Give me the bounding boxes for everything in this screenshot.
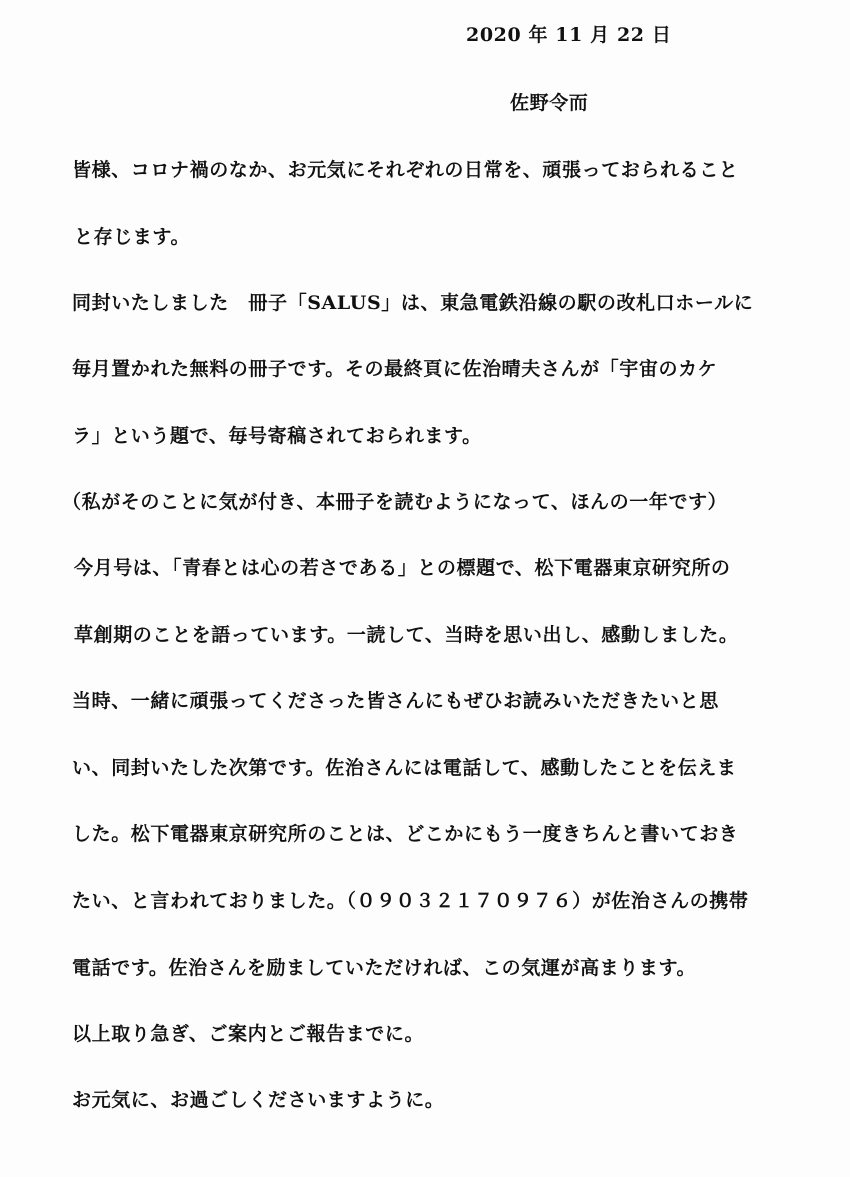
- letter-line: （私がそのことに気が付き、本冊子を読むようになって、ほんの一年です）: [62, 491, 728, 513]
- letter-line: 毎月置かれた無料の冊子です。その最終頁に佐治晴夫さんが「宇宙のカケ: [72, 358, 718, 380]
- letter-line: 草創期のことを語っています。一読して、当時を思い出し、感動しました。: [74, 624, 739, 646]
- letter-line: い、同封いたした次第です。佐治さんには電話して、感動したことを伝えま: [72, 757, 737, 779]
- letter-line: 以上取り急ぎ、ご案内とご報告までに。: [72, 1023, 425, 1045]
- letter-line: 同封いたしました 冊子「SALUS」は、東急電鉄沿線の駅の改札口ホールに: [72, 292, 754, 314]
- letter-line: 皆様、コロナ禍のなか、お元気にそれぞれの日常を、頑張っておられること: [72, 159, 739, 181]
- letter-line: ラ」という題で、毎号寄稿されておられます。: [72, 425, 482, 447]
- letter-line: 当時、一緒に頑張ってくださった皆さんにもぜひお読みいただきたいと思: [72, 690, 719, 712]
- letter-line: 電話です。佐治さんを励ましていただければ、この気運が高まります。: [72, 957, 697, 979]
- letter-line: お元気に、お過ごしくださいますように。: [72, 1089, 445, 1111]
- letter-line: した。松下電器東京研究所のことは、どこかにもう一度きちんと書いておき: [72, 823, 739, 845]
- letter-line: たい、と言われておりました。（０９０３２１７０９７６）が佐治さんの携帯: [72, 890, 749, 912]
- letter-author: 佐野令而: [510, 92, 589, 114]
- letter-date: 2020 年 11 月 22 日: [466, 24, 672, 46]
- letter-line: 今月号は、「青春とは心の若さである」との標題で、松下電器東京研究所の: [74, 557, 731, 579]
- letter-line: と存じます。: [74, 226, 191, 248]
